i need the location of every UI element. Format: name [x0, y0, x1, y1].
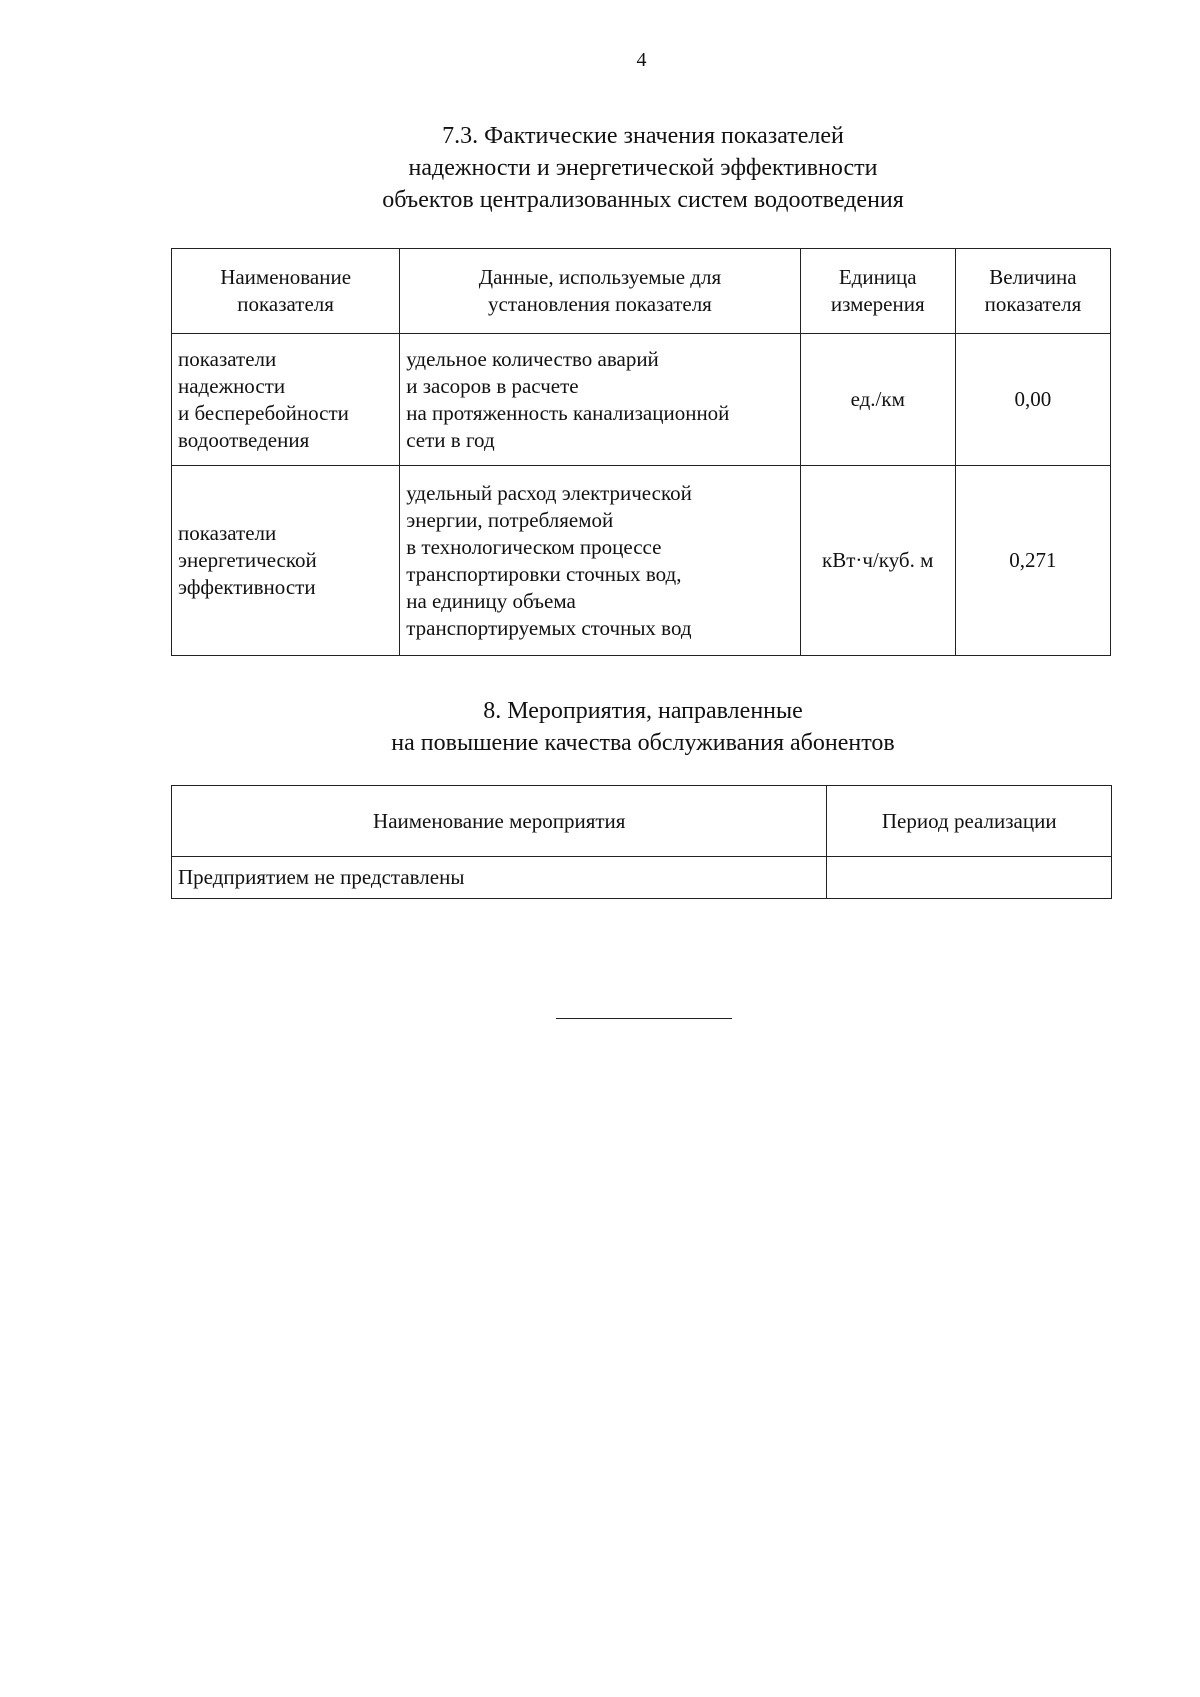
cell-text: в технологическом процессе [406, 534, 662, 559]
cell-text: удельное количество аварий [406, 346, 659, 371]
cell-text: удельный расход электрической [406, 480, 692, 505]
cell-value: 0,00 [955, 334, 1110, 466]
header-text: Данные, используемые для [478, 265, 722, 289]
cell-source-data [400, 334, 800, 466]
header-text: измерения [830, 292, 925, 316]
cell-text: на протяженность канализационной [406, 400, 730, 425]
section-7-3-title-line: 7.3. Фактические значения показателей [442, 123, 844, 149]
section-8-title-line: 8. Мероприятия, направленные [483, 698, 803, 724]
cell-period [827, 857, 1112, 899]
header-text: показателя [984, 292, 1082, 316]
cell-indicator-name [172, 466, 400, 656]
cell-source-data [400, 466, 800, 656]
header-indicator-name [172, 249, 400, 334]
indicators-table-header-row [172, 249, 1111, 334]
header-text: показателя [237, 292, 334, 316]
section-7-3-title-line: надежности и энергетической эффективности [408, 155, 878, 181]
page-number: 4 [636, 49, 647, 71]
header-text: Величина [989, 265, 1077, 289]
table-row [172, 466, 1111, 656]
table-row [172, 857, 1112, 899]
indicators-table [171, 248, 1111, 656]
header-unit [800, 249, 955, 334]
section-7-3-title-line: объектов централизованных систем водоотведения [382, 187, 904, 213]
measures-table [171, 785, 1112, 899]
header-text: Наименование [220, 265, 352, 289]
cell-text: водоотведения [178, 427, 310, 452]
section-8-title [170, 695, 1116, 759]
measures-table-header-row [172, 786, 1112, 857]
header-period: Период реализации [827, 786, 1112, 857]
header-value [955, 249, 1110, 334]
cell-text: и засоров в расчете [406, 373, 579, 398]
cell-value: 0,271 [955, 466, 1110, 656]
cell-text: на единицу объема [406, 588, 576, 613]
cell-text: транспортировки сточных вод, [406, 561, 682, 586]
cell-text: показатели [178, 346, 277, 371]
cell-text: энергии, потребляемой [406, 507, 614, 532]
cell-text: эффективности [178, 575, 316, 599]
cell-indicator-name [172, 334, 400, 466]
header-text: Единица [838, 265, 917, 289]
cell-unit: ед./км [800, 334, 955, 466]
cell-unit: кВт·ч/куб. м [800, 466, 955, 656]
section-8-title-line: на повышение качества обслуживания абонентов [391, 730, 895, 756]
cell-text: энергетической [178, 548, 317, 572]
header-measure-name: Наименование мероприятия [172, 786, 827, 857]
cell-text: сети в год [406, 427, 495, 452]
cell-text: транспортируемых сточных вод [406, 615, 692, 640]
section-7-3-title [170, 120, 1116, 216]
header-source-data [400, 249, 800, 334]
cell-text: надежности [178, 373, 286, 398]
table-row [172, 334, 1111, 466]
header-text: установления показателя [488, 292, 712, 316]
cell-text: и бесперебойности [178, 400, 349, 425]
cell-measure-name: Предприятием не представлены [172, 857, 827, 899]
cell-text: показатели [178, 521, 277, 545]
end-of-document-line [556, 1018, 732, 1019]
